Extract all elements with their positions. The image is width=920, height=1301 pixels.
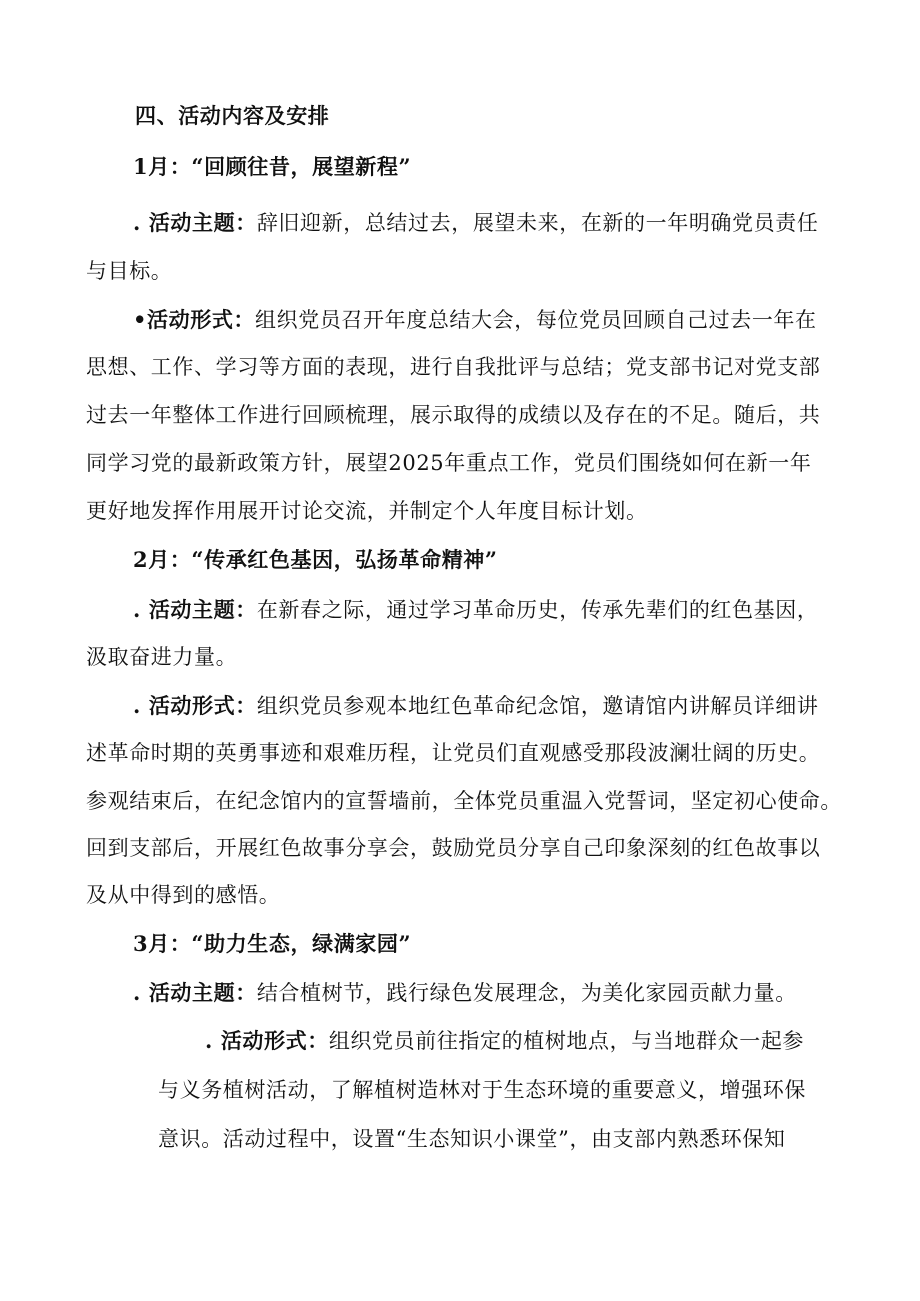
month-2-form-label: . 活动形式： — [133, 693, 257, 718]
month-3-form-line-2: 与义务植树活动，了解植树造林对于生态环境的重要意义，增强环保 — [158, 1078, 806, 1102]
month-3-title: 3月：“助力生态，绿满家园” — [133, 931, 412, 956]
month-1-form-line-2: 思想、工作、学习等方面的表现，进行自我批评与总结；党支部书记对党支部 — [86, 355, 821, 379]
month-3-form-label: . 活动形式： — [205, 1028, 329, 1053]
month-3-form-line-3: 意识。活动过程中，设置“生态知识小课堂”，由支部内熟悉环保知 — [158, 1127, 786, 1151]
month-2-title: 2月：“传承红色基因，弘扬革命精神” — [133, 547, 498, 572]
month-2-theme-line-1 — [133, 595, 818, 625]
month-2-form-line-4: 回到支部后，开展红色故事分享会，鼓励党员分享自己印象深刻的红色故事以 — [86, 836, 821, 860]
month-2-form-text: 组织党员参观本地红色革命纪念馆，邀请馆内讲解员详细讲 — [256, 694, 819, 718]
month-1-theme-label: . 活动主题： — [133, 210, 257, 235]
month-1-form-label: •活动形式： — [133, 307, 256, 332]
month-3-theme-text: 结合植树节，践行绿色发展理念，为美化家园贡献力量。 — [256, 981, 797, 1005]
month-1-title: 1月：“回顾往昔，展望新程” — [133, 154, 412, 179]
month-3-form-line-1 — [205, 1026, 804, 1056]
month-1-theme-line-2: 与目标。 — [86, 259, 173, 283]
month-2-form-line-1 — [133, 691, 818, 721]
month-2-theme-line-2: 汲取奋进力量。 — [86, 645, 238, 669]
month-2-theme-text: 在新春之际，通过学习革命历史，传承先辈们的红色基因， — [256, 598, 819, 622]
month-1-form-line-3: 过去一年整体工作进行回顾梳理，展示取得的成绩以及存在的不足。随后，共 — [86, 403, 821, 427]
month-3-form-text: 组织党员前往指定的植树地点，与当地群众一起参 — [328, 1029, 805, 1053]
month-1-theme-text: 辞旧迎新，总结过去，展望未来，在新的一年明确党员责任 — [256, 211, 819, 235]
month-1-form-line-4: 同学习党的最新政策方针，展望2025年重点工作，党员们围绕如何在新一年 — [86, 451, 812, 475]
month-3-theme-label: . 活动主题： — [133, 980, 257, 1005]
month-1-theme-line-1 — [133, 208, 818, 238]
month-1-form-line-1 — [133, 305, 817, 335]
month-2-form-line-3: 参观结束后，在纪念馆内的宣誓墙前，全体党员重温入党誓词，坚定初心使命。 — [86, 789, 842, 813]
month-1-form-text: 组织党员召开年度总结大会，每位党员回顾自己过去一年在 — [255, 308, 817, 332]
month-2-form-line-2: 述革命时期的英勇事迹和艰难历程，让党员们直观感受那段波澜壮阔的历史。 — [86, 741, 821, 765]
month-3-theme-line-1 — [133, 978, 797, 1008]
month-2-theme-label: . 活动主题： — [133, 597, 257, 622]
month-1-form-line-5: 更好地发挥作用展开讨论交流，并制定个人年度目标计划。 — [86, 499, 648, 523]
section-title: 四、活动内容及安排 — [135, 103, 330, 128]
month-2-form-line-5: 及从中得到的感悟。 — [86, 883, 281, 907]
